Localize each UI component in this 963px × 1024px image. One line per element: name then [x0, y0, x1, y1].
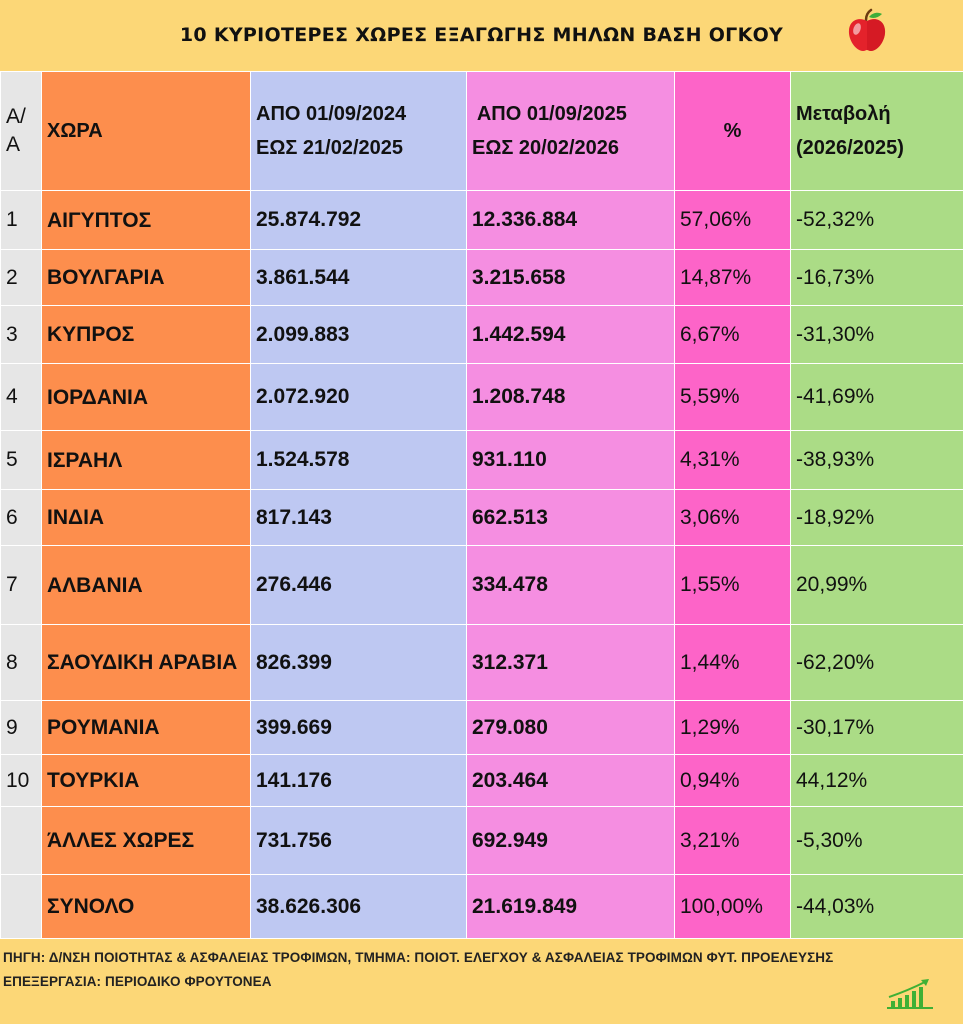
row-percent: 0,94% — [675, 755, 791, 807]
row-index: 8 — [1, 625, 42, 701]
row-value-2025: 1.208.748 — [467, 364, 675, 431]
row-value-2025: 203.464 — [467, 755, 675, 807]
row-change: 44,12% — [791, 755, 963, 807]
row-index: 10 — [1, 755, 42, 807]
row-value-2024: 25.874.792 — [251, 191, 467, 250]
row-percent: 6,67% — [675, 306, 791, 364]
row-change: -18,92% — [791, 490, 963, 546]
row-change: -5,30% — [791, 807, 963, 875]
header-percent-label: % — [723, 120, 742, 142]
footer — [3, 946, 963, 994]
row-percent: 5,59% — [675, 364, 791, 431]
header-period-2024 — [251, 72, 467, 191]
row-value-2025: 1.442.594 — [467, 306, 675, 364]
row-value-2024: 38.626.306 — [251, 875, 467, 939]
total-row — [1, 875, 963, 939]
header-index-line2: Α — [6, 133, 21, 156]
row-value-2025: 21.619.849 — [467, 875, 675, 939]
row-value-2024: 2.099.883 — [251, 306, 467, 364]
page-header — [0, 0, 963, 70]
row-change: -38,93% — [791, 431, 963, 490]
row-index: 6 — [1, 490, 42, 546]
row-index: 7 — [1, 546, 42, 625]
header-country-label: ΧΩΡΑ — [47, 120, 103, 142]
row-value-2024: 2.072.920 — [251, 364, 467, 431]
exports-table — [0, 71, 963, 939]
header-index — [1, 72, 42, 191]
row-country: ΚΥΠΡΟΣ — [42, 306, 251, 364]
header-period-2024-line2: ΕΩΣ 21/02/2025 — [256, 137, 404, 159]
row-percent: 3,06% — [675, 490, 791, 546]
row-percent: 14,87% — [675, 250, 791, 306]
table-row — [1, 807, 963, 875]
table-row — [1, 306, 963, 364]
row-change: -16,73% — [791, 250, 963, 306]
row-index: 5 — [1, 431, 42, 490]
row-country: ΑΙΓΥΠΤΟΣ — [42, 191, 251, 250]
row-change: -52,32% — [791, 191, 963, 250]
header-index-line1: Α/ — [6, 105, 26, 128]
header-period-2025 — [467, 72, 675, 191]
row-value-2025: 931.110 — [467, 431, 675, 490]
row-country: ΆΛΛΕΣ ΧΩΡΕΣ — [42, 807, 251, 875]
row-change: -30,17% — [791, 701, 963, 755]
row-percent: 57,06% — [675, 191, 791, 250]
row-value-2025: 3.215.658 — [467, 250, 675, 306]
row-change: -31,30% — [791, 306, 963, 364]
table-header-row — [1, 72, 963, 191]
row-value-2024: 826.399 — [251, 625, 467, 701]
row-value-2025: 312.371 — [467, 625, 675, 701]
row-percent: 1,29% — [675, 701, 791, 755]
row-change: 20,99% — [791, 546, 963, 625]
row-value-2024: 399.669 — [251, 701, 467, 755]
row-country: ΣΑΟΥΔΙΚΗ ΑΡΑΒΙΑ — [42, 625, 251, 701]
row-value-2025: 334.478 — [467, 546, 675, 625]
row-percent: 1,44% — [675, 625, 791, 701]
table-row — [1, 364, 963, 431]
row-value-2025: 279.080 — [467, 701, 675, 755]
row-country: ΑΛΒΑΝΙΑ — [42, 546, 251, 625]
table-row — [1, 625, 963, 701]
row-index: 3 — [1, 306, 42, 364]
row-percent: 4,31% — [675, 431, 791, 490]
row-value-2024: 276.446 — [251, 546, 467, 625]
row-country: ΤΟΥΡΚΙΑ — [42, 755, 251, 807]
row-country: ΙΟΡΔΑΝΙΑ — [42, 364, 251, 431]
row-value-2025: 12.336.884 — [467, 191, 675, 250]
row-percent: 100,00% — [675, 875, 791, 939]
row-index: 1 — [1, 191, 42, 250]
table-row — [1, 250, 963, 306]
row-change: -41,69% — [791, 364, 963, 431]
row-value-2024: 3.861.544 — [251, 250, 467, 306]
apple-icon — [842, 6, 892, 56]
table-row — [1, 431, 963, 490]
row-country: ΙΝΔΙΑ — [42, 490, 251, 546]
row-value-2024: 1.524.578 — [251, 431, 467, 490]
header-period-2024-line1: ΑΠΟ 01/09/2024 — [256, 103, 407, 125]
row-country: ΙΣΡΑΗΛ — [42, 431, 251, 490]
header-percent — [675, 72, 791, 191]
header-period-2025-line2: ΕΩΣ 20/02/2026 — [472, 137, 620, 159]
header-country — [42, 72, 251, 191]
row-value-2025: 692.949 — [467, 807, 675, 875]
processing-note: ΕΠΕΞΕΡΓΑΣΙΑ: ΠΕΡΙΟΔΙΚΟ ΦΡΟΥΤΟΝΕΑ — [3, 974, 272, 989]
page-title: 10 ΚΥΡΙΟΤΕΡΕΣ ΧΩΡΕΣ ΕΞΑΓΩΓΗΣ ΜΗΛΩΝ ΒΑΣΗ ΟΓΚΟΥ — [179, 24, 784, 46]
row-index: 4 — [1, 364, 42, 431]
header-change-line1: Μεταβολή — [796, 103, 891, 125]
growth-chart-icon — [887, 977, 937, 1009]
row-value-2024: 817.143 — [251, 490, 467, 546]
header-change — [791, 72, 963, 191]
row-change: -62,20% — [791, 625, 963, 701]
row-value-2024: 141.176 — [251, 755, 467, 807]
row-country: ΒΟΥΛΓΑΡΙΑ — [42, 250, 251, 306]
row-country: ΡΟΥΜΑΝΙΑ — [42, 701, 251, 755]
header-change-line2: (2026/2025) — [796, 137, 904, 159]
table-row — [1, 755, 963, 807]
table-row — [1, 490, 963, 546]
source-note: ΠΗΓΗ: Δ/ΝΣΗ ΠΟΙΟΤΗΤΑΣ & ΑΣΦΑΛΕΙΑΣ ΤΡΟΦΙΜΩΝ, ΤΜΗΜΑ: ΠΟΙΟΤ. ΕΛΕΓΧΟΥ & ΑΣΦΑΛΕΙΑΣ ΤΡΟΦΙΜΩΝ ΦΥΤ. ΠΡΟΕΛΕΥΣΗΣ — [3, 950, 834, 965]
table-row — [1, 191, 963, 250]
table-row — [1, 546, 963, 625]
row-value-2025: 662.513 — [467, 490, 675, 546]
row-index — [1, 875, 42, 939]
row-index: 9 — [1, 701, 42, 755]
row-country: ΣΥΝΟΛΟ — [42, 875, 251, 939]
row-index: 2 — [1, 250, 42, 306]
row-index — [1, 807, 42, 875]
table-row — [1, 701, 963, 755]
row-percent: 3,21% — [675, 807, 791, 875]
row-change: -44,03% — [791, 875, 963, 939]
row-percent: 1,55% — [675, 546, 791, 625]
row-value-2024: 731.756 — [251, 807, 467, 875]
header-period-2025-line1: ΑΠΟ 01/09/2025 — [472, 103, 627, 125]
